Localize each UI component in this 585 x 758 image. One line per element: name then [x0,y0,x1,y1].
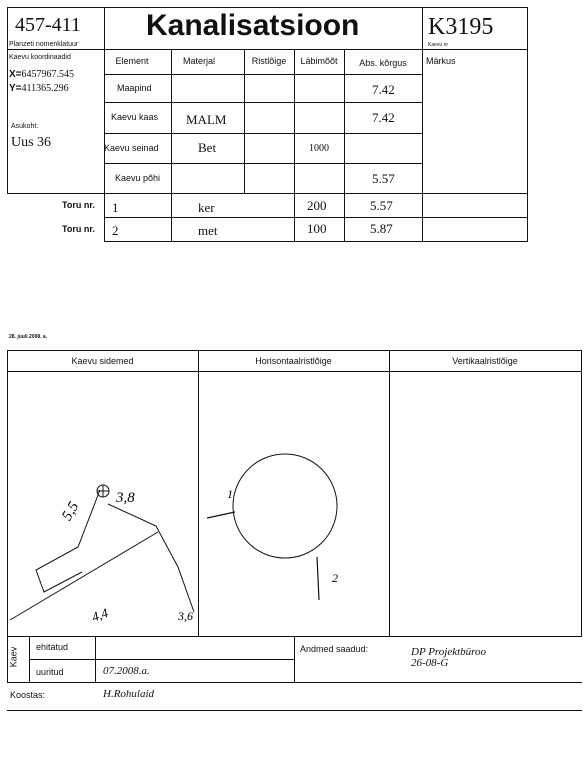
col-abs: Abs. kõrgus [359,58,407,68]
x-label: X= [9,69,22,80]
pipe-label: Toru nr. [62,200,95,210]
col-horizontal-section: Horisontaalristlõige [255,356,332,366]
connections-sketch [8,372,198,635]
col-element: Element [115,56,149,66]
row-material: MALM [186,112,227,127]
well-number: K3195 [428,14,494,40]
pipe-material: ker [198,200,215,215]
row-element: Kaevu kaas [111,112,159,122]
col-notes: Märkus [426,56,456,66]
row-abs: 5.57 [372,171,395,186]
pipe-abs: 5.57 [370,198,393,213]
page-title: Kanalisatsioon [146,9,360,42]
data-source-value: DP Projektbüroo [411,646,487,658]
col-cross: Ristlõige [251,56,287,66]
row-abs: 7.42 [372,110,395,125]
coords-label: Kaevu koordinaadid [9,54,71,61]
data-source-code: 26-08-G [411,657,449,669]
sketch-label-c: 4,4 [89,604,111,625]
row-element: Kaevu põhi [115,173,161,183]
surveyed-label: uuritud [36,667,64,677]
built-label: ehitatud [36,642,69,652]
pipe-number: 1 [112,200,119,215]
surveyed-date: 07.2008.a. [103,665,150,677]
row-material: Bet [198,140,217,155]
row-diameter: 1000 [309,143,329,154]
y-label: Y= [9,83,22,94]
date-stamp: 28. juuli 2008. a. [9,334,48,340]
address-value: Uus 36 [11,135,52,150]
row-element: Kaevu seinad [104,143,159,153]
pipe-abs: 5.87 [370,221,393,236]
pipe-number: 2 [112,223,119,238]
col-connections: Kaevu sidemed [71,356,134,366]
y-value: 411365.296 [21,83,69,94]
y-coordinate [9,83,69,94]
col-material: Materjal [182,56,215,66]
planzet-label: Planzeti nomenklatuur [9,41,79,48]
x-coordinate [9,69,74,80]
pipe-diameter: 200 [307,198,327,213]
sketch-label-a: 5,5 [59,499,83,524]
pipe-material: met [198,223,218,238]
pipe-diameter: 100 [307,221,327,236]
col-vertical-section: Vertikaalristlõige [452,356,518,366]
pipe-1-marker: 1 [227,487,233,501]
sketch-label-d: 3,6 [178,609,193,623]
author-value: H.Rohulaid [103,688,155,700]
data-source-label: Andmed saadud: [300,644,369,654]
author-label: Koostas: [10,690,46,700]
col-diameter: Läbimõõt [300,56,338,66]
pipe-2-marker: 2 [332,571,338,585]
x-value: 6457967.545 [21,69,75,80]
pipe-label: Toru nr. [62,224,95,234]
well-number-label: Kaevu nr [428,42,449,48]
horizontal-section-sketch [199,372,389,635]
kaev-label: Kaev [8,646,19,668]
row-element: Maapind [117,83,152,93]
sketch-label-b: 3,8 [116,490,135,506]
address-label: Asukoht: [11,123,39,130]
planzet-number: 457-411 [15,14,81,36]
row-abs: 7.42 [372,82,395,97]
